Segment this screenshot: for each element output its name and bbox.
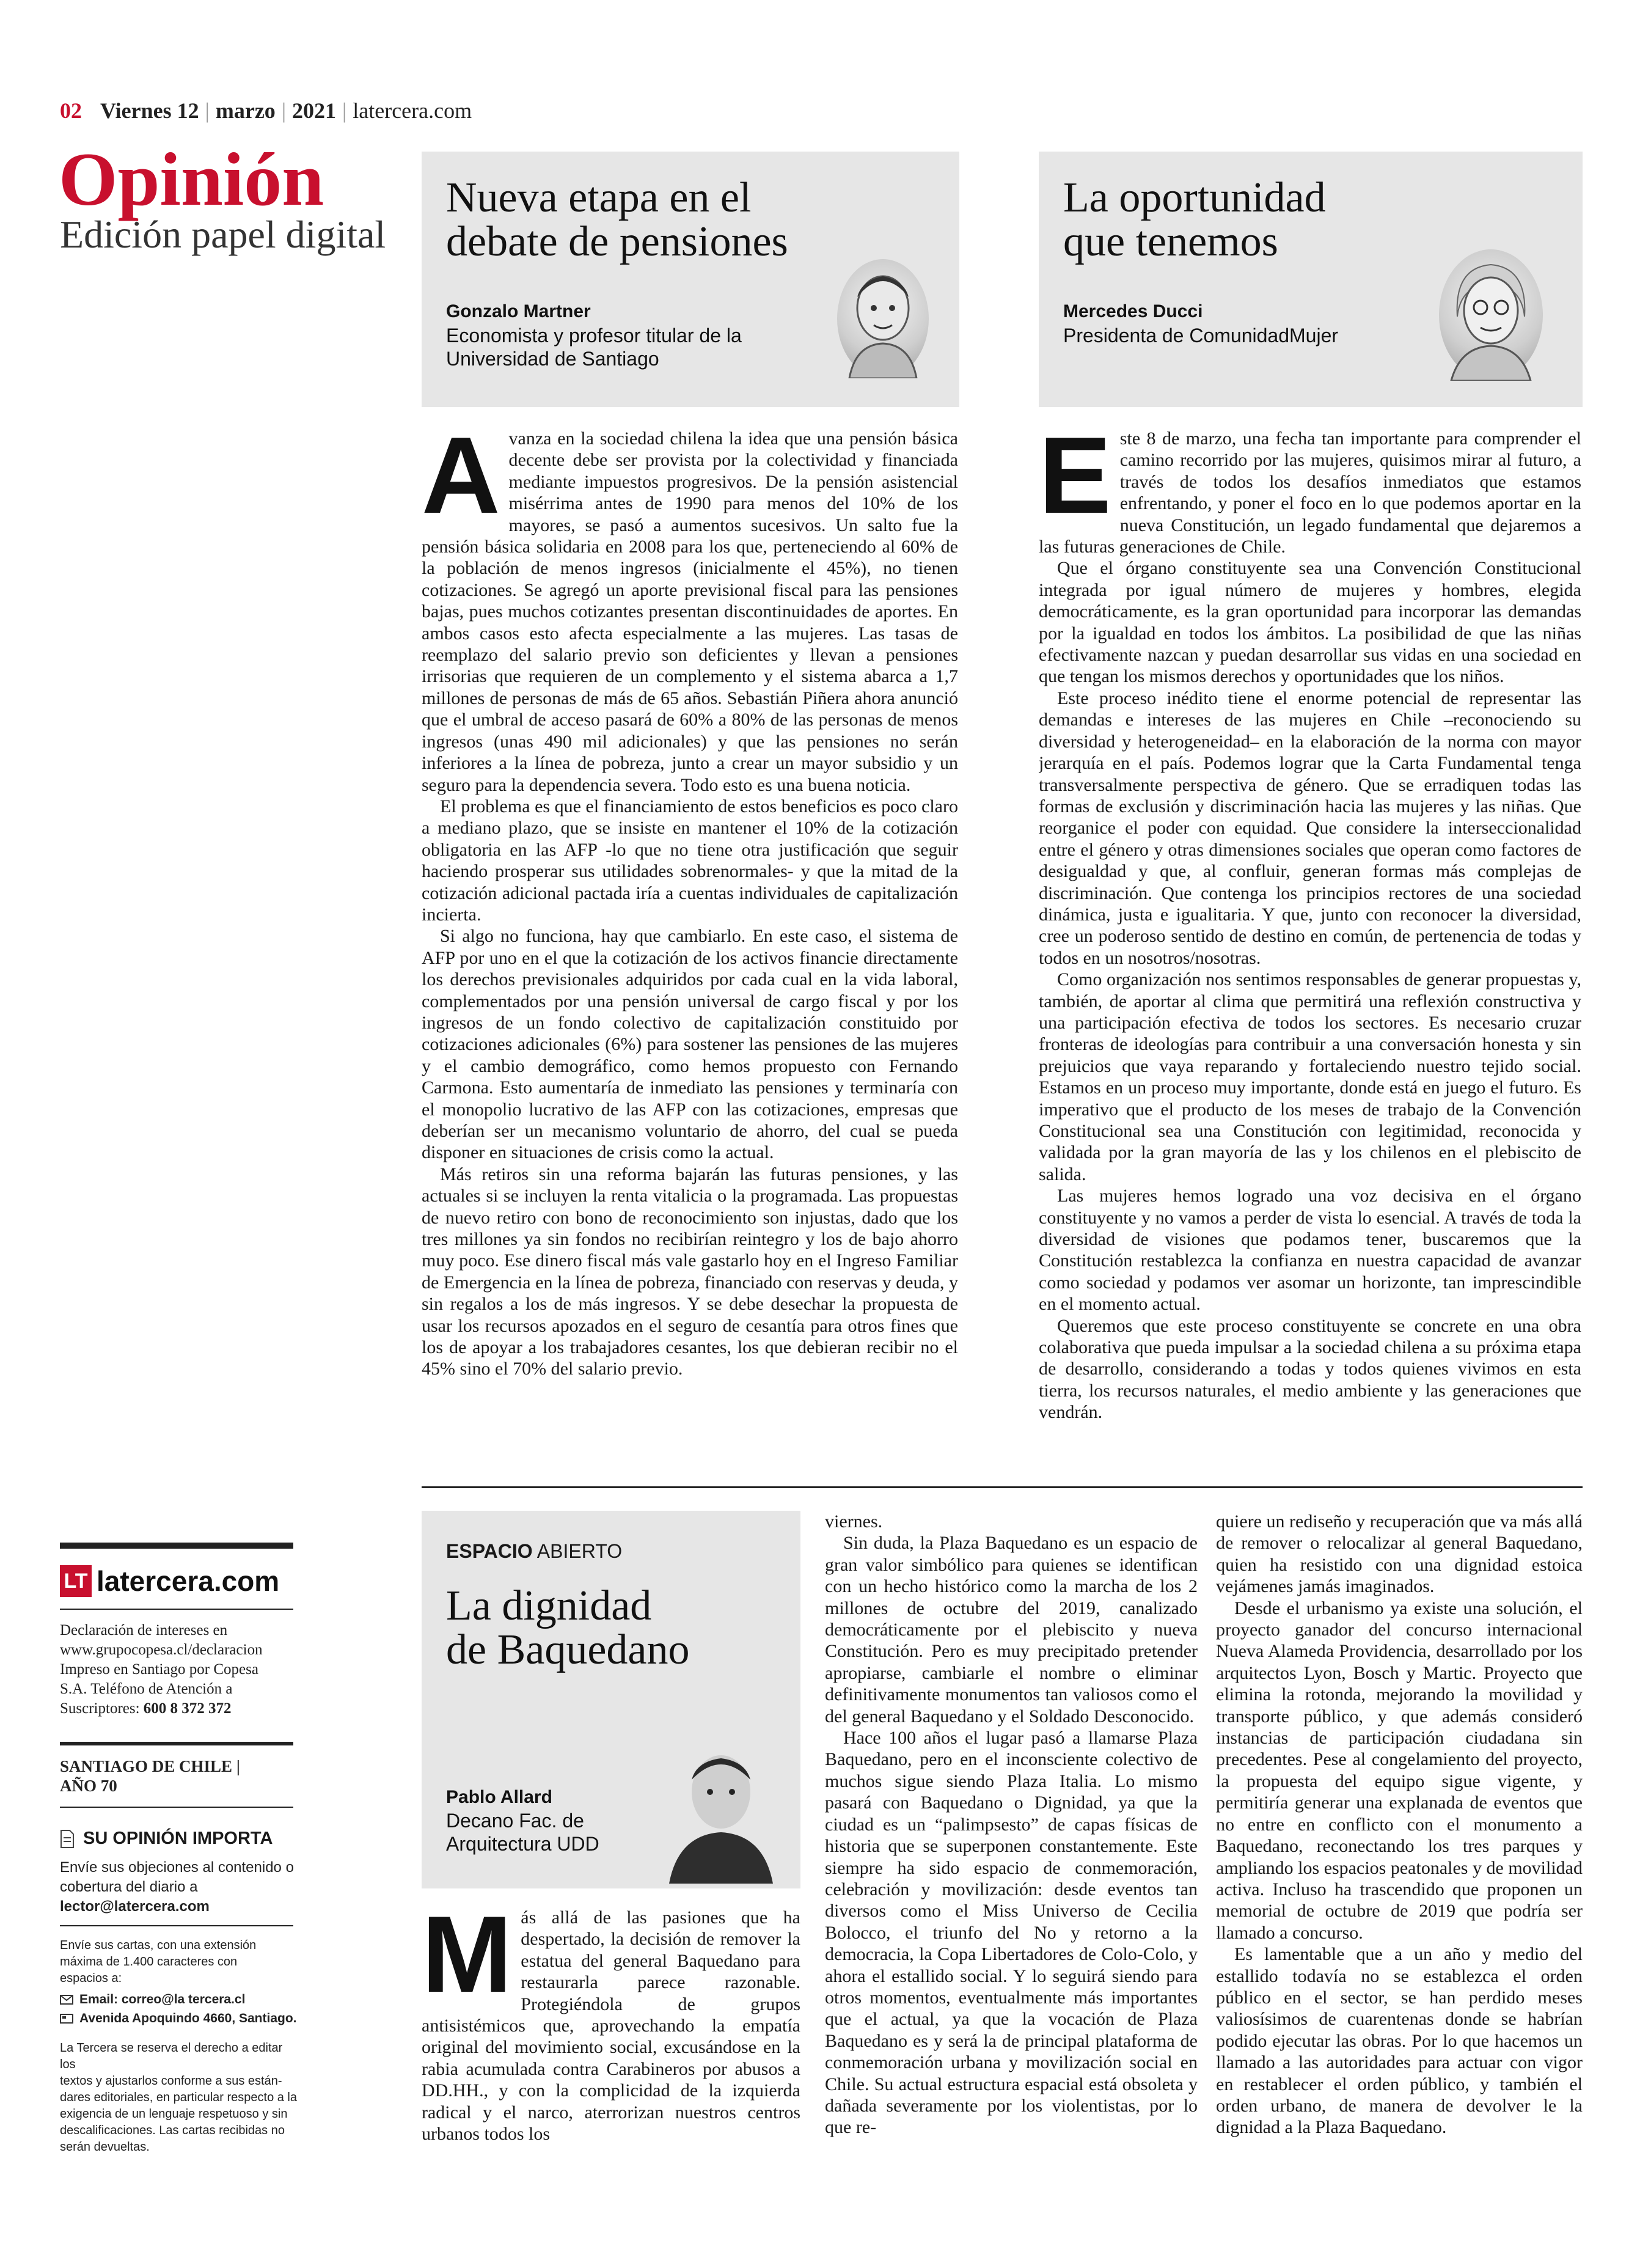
article2-paragraph: Como organización nos sentimos responsables de generar propuestas y, también, de aportar al clima que permitirá una reflexión constructiva y una participación efectiva de todos los sectores. Es necesario cruzar fronteras de ideologías para contribuir a una conversación honesta y sin prejuicios que vaya reparando y fortaleciendo nuestro tejido social. Estamos en un proceso muy importante, donde está en juego el futuro. Es imperativo que el producto de los meses de trabajo de la Convención Constitucional sea una Constitución con legitimidad, reconocida y validada por la gran mayoría de las y los chilenos en el plebiscito de salida. — [1039, 969, 1581, 1184]
article3-body-col1 — [422, 1907, 800, 2206]
article3-author-role: Decano Fac. de Arquitectura UDD — [446, 1810, 599, 1855]
article3-paragraph: Sin duda, la Plaza Baquedano es un espacio de gran valor simbólico para quienes se identifican con un hecho histórico como la marcha de los 2 millones de octubre del 2019, canalizado democráticamente por el plebiscito y nueva Constitución. Pero es muy precipitado pretender apropiarse, cambiarle el nombre o eliminar definitivamente monumentos tan valiosos como el del general Baquedano y el Soldado Desconocido. — [825, 1533, 1198, 1727]
sidebar-phone: 600 8 372 372 — [143, 1700, 232, 1717]
folio-month: marzo — [215, 98, 276, 123]
section-subtitle: Edición papel digital — [60, 213, 386, 256]
article1-paragraph: Más retiros sin una reforma bajarán las futuras pensiones, y las actuales si se incluyen la renta vitalicia o la programada. Las propuestas de nuevo retiro con bono de reconocimiento son injustas, dado que los tres millones ya sin fondos no recibirían reintegro y los de bajo ahorro muy poco. Ese dinero fiscal más vale gastarlo hoy en el Ingreso Familiar de Emergencia en la línea de pobreza, financiado con reservas y deuda, y sin regalos a los de más ingresos. Y se debe desechar la propuesta de usar los recursos apozados en el seguro de cesantía para otros fines que los de apoyar a los trabajadores cesantes, los que debieran recibir no el 45% sino el 70% del salario previo. — [422, 1164, 958, 1379]
sidebar-logo-text: latercera.com — [97, 1565, 280, 1597]
document-icon — [60, 1829, 75, 1849]
article2-title: La oportunidad que tenemos — [1063, 174, 1326, 265]
article1-body — [422, 428, 958, 1455]
sidebar-email[interactable]: Email: correo@la tercera.cl — [79, 1992, 246, 2006]
latercera-logo-icon: LT — [60, 1565, 92, 1597]
sidebar-city: SANTIAGO DE CHILE | AÑO 70 — [60, 1757, 240, 1795]
sidebar-rule — [60, 1807, 293, 1808]
article2-paragraph: Este proceso inédito tiene el enorme potencial de representar las demandas e intereses de las mujeres en Chile –reconociendo su diversidad y heterogeneidad– en la elaboración de la norma con mayor jerarquía en el país. Podemos lograr que la Carta Fundamental tenga transversalmente perspectiva de género. Que se erradiquen todas las formas de exclusión y discriminación hacia las mujeres y las niñas. Que reorganice el poder con equidad. Que considere la interseccionalidad entre el género y otras dimensiones sociales que operan como factores de desigualdad y que, al confluir, generan formas más complejas de discriminación. Que contenga los principios rectores de una sociedad dinámica, justa e igualitaria. Y que, junto con reconocer la diversidad, cree un poderoso sentido de destino en común, de pertenencia de todas y todos en un nosotros/nosotras. — [1039, 688, 1581, 968]
author-portrait-allard — [660, 1731, 782, 1884]
sidebar-rule — [60, 1609, 293, 1610]
sidebar-importa-text: Envíe sus objeciones al contenido o cobertura del diario a lector@latercera.com — [60, 1858, 298, 1917]
folio-site: latercera.com — [353, 98, 472, 123]
article1-paragraph: Si algo no funciona, hay que cambiarlo. En este caso, el sistema de AFP por uno en el que la cotización de los activos financie directamente los derechos previsionales adquiridos por cada cual en la vida laboral, complementados por una pensión universal de cargo fiscal y por los ingresos de un fondo colectivo de capitalización constituido por cotizaciones adicionales (6%) para sostener las pensiones de las mujeres y el cambio demográfico, como hemos propuesto con Fernando Carmona. Esto aumentaría de inmediato las pensiones y terminaría con el monopolio lucrativo de las AFP con las cotizaciones, empresas que deberían ser un mecanismo voluntario de ahorro, del cual se pueda disponer en situaciones de crisis como la actual. — [422, 926, 958, 1163]
sidebar-importa-email[interactable]: lector@latercera.com — [60, 1898, 210, 1915]
sidebar-rule — [60, 1925, 293, 1926]
author-portrait-ducci — [1439, 249, 1543, 381]
envelope-icon — [60, 1995, 73, 2005]
sidebar-rule — [60, 1742, 293, 1745]
article3-paragraph: ás allá de las pasiones que ha despertado, la decisión de remover la estatua del general Baquedano para restaurarla parece razonable. Protegiéndola de grupos antisistémicos que, aprovechando la empatía original del movimiento social, excusándose en la rabia acumulada contra Carabineros por abusos a DD.HH., y con la complicidad de la izquierda radical y el narco, aterrorizan nuestros centros urbanos todos los — [422, 1907, 800, 2145]
article1-paragraph: vanza en la sociedad chilena la idea que una pensión básica decente debe ser provista por la colectividad y financiada mediante impuestos progresivos. De la pensión asistencial misérrima antes de 1990 para menos del 10% de los mayores, se pasó a aumentos sucesivos. Un salto fue la pensión básica solidaria en 2008 para los que, perteneciendo al 60% de la población de menos ingresos (inicialmente el 45%), no tienen cotizaciones. Se agregó un aporte previsional fiscal para las pensiones bajas, pues muchos cotizantes presentan discontinuidades de aportes. En ambos casos esto afecta especialmente a las mujeres. Las tasas de reemplazo del salario previo son deficientes y llevan a pensiones irrisorias que requieren de un complemento y el sistema abarca a 1,7 millones de personas de más de 65 años. Sebastián Piñera ahora anunció que el umbral de acceso pasará de 60% a 80% de las personas de menos ingresos (unas 490 mil adicionales) y que las pensiones no serán inferiores a la línea de pobreza, junto a crear un mayor subsidio y un seguro para la dependencia severa. Todo esto es una buena noticia. — [422, 428, 958, 795]
portrait-photo-icon — [660, 1731, 782, 1884]
article3-paragraph: Hace 100 años el lugar pasó a llamarse Plaza Baquedano, pero en el inconsciente colectivo de muchos sigue siendo Plaza Italia. Lo mismo pasará con Baquedano o Dignidad, ya que la ciudad es un “palimpsesto” de capas físicas de historia que se superponen constantemente. Este siempre ha sido espacio de conmemoración, celebración y movilización: desde eventos tan diversos como el Miss Universo de Cecilia Bolocco, el triunfo del No y retorno a la democracia, la Copa Libertadores de Colo-Colo, y ahora el estallido social. Y lo seguirá siendo para otros momentos, eventualmente más importantes que el actual, ya que la vocación de Plaza Baquedano es y será la de principal plataforma de conmemoración urbana y movilización social en Chile. Su actual estructura espacial está obsoleta y dañada severamente por los violentistas, por lo que re- — [825, 1728, 1198, 2138]
article3-paragraph: quiere un rediseño y recuperación que va más allá de remover o relocalizar al general Baquedano, quien ha resistido con una dignidad estoica vejámenes jamás imaginados. — [1216, 1511, 1583, 1597]
sidebar-declaration: Declaración de intereses en www.grupocopesa.cl/declaracion Impreso en Santiago por Copesa S.A. Teléfono de Atención a Suscriptores: 600 8 372 372 — [60, 1622, 263, 1717]
article3-paragraph: viernes. — [825, 1511, 883, 1532]
folio-year: 2021 — [292, 98, 337, 123]
article3-author: Pablo Allard — [446, 1787, 552, 1807]
article2-dropcap: E — [1039, 428, 1111, 536]
article1-author-role: Economista y profesor titular de la Universidad de Santiago — [446, 325, 742, 370]
author-portrait-martner — [837, 259, 929, 378]
sidebar-address: Avenida Apoquindo 4660, Santiago. — [79, 2011, 297, 2025]
article2-header-box — [1039, 152, 1583, 407]
article3-kicker: ESPACIO ABIERTO — [446, 1540, 623, 1562]
article1-author: Gonzalo Martner — [446, 301, 591, 321]
folio-day: Viernes 12 — [100, 98, 199, 123]
article3-body-col3 — [1216, 1511, 1583, 2214]
article2-author: Mercedes Ducci — [1063, 301, 1203, 321]
page-number: 02 — [60, 98, 82, 123]
article3-paragraph: Desde el urbanismo ya existe una solución, el proyecto ganador del concurso internacional Nueva Alameda Providencia, desarrollado por los arquitectos Lyon, Bosch y Martic. Proyecto que elimina la rotonda, mejorando la movilidad y transporte público, y que además consideró instancias de participación ciudadana sin precedentes. Pese al congelamiento del proyecto, la propuesta del equipo sigue vigente, y permitiría generar una explanada de eventos que no entre en conflicto con el monumento a Baquedano, reconectando los tres parques y ampliando los espacios peatonales y de movilidad activa. Incluso ha trascendido que proponen un memorial de octubre de 2019 que podría ser llamado a concurso. — [1216, 1598, 1583, 1943]
article1-title: Nueva etapa en el debate de pensiones — [446, 174, 788, 265]
article1-paragraph: El problema es que el financiamiento de estos beneficios es poco claro a mediano plazo, que se insiste en mantener el 10% de la cotización obligatoria en las AFP -lo que no tiene otra justificación que seguir haciendo prosperar sus utilidades sobrenormales- y que la mitad de la cotización adicional pactada iría a cuentas individuales de capitalización incierta. — [422, 796, 958, 925]
mail-address-icon — [60, 2014, 73, 2024]
article2-author-role: Presidenta de ComunidadMujer — [1063, 325, 1339, 347]
section-divider — [422, 1486, 1583, 1488]
sidebar-importa-heading: SU OPINIÓN IMPORTA — [60, 1829, 273, 1849]
portrait-sketch-icon — [1439, 249, 1543, 381]
article2-body — [1039, 428, 1581, 1455]
article2-paragraph: ste 8 de marzo, una fecha tan importante para comprender el camino recorrido por las mujeres, quisimos mirar al futuro, a través de todos los desafíos inmediatos que estamos enfrentando, y poner el foco en lo que podemos aportar en la nueva Constitución, un legado fundamental que dejaremos a las futuras generaciones de Chile. — [1039, 428, 1581, 557]
article1-header-box — [422, 152, 959, 407]
sidebar-top-rule — [60, 1543, 293, 1549]
article3-header-box — [422, 1511, 800, 1888]
article3-dropcap: M — [422, 1907, 513, 2015]
article2-paragraph: Que el órgano constituyente sea una Convención Constitucional integrada por igual número de mujeres y hombres, elegida democráticamente, es la gran oportunidad para incorporar las demandas por la igualdad en todos los ámbitos. La posibilidad de que las niñas efectivamente nazcan y puedan desarrollar sus vidas en una sociedad en que tengan los mismos derechos y oportunidades que los niños. — [1039, 558, 1581, 687]
article3-body-col2 — [825, 1511, 1198, 2214]
section-title: Opinión — [59, 138, 324, 221]
sidebar-contact — [60, 1991, 304, 2027]
article2-paragraph: Las mujeres hemos logrado una voz decisiva en el órgano constituyente y no vamos a perder de vista lo esencial. A través de toda la diversidad de visiones que podamos tener, buscaremos que la Constitución restablezca la confianza en nuestra capacidad de avanzar como sociedad y podamos ver asomar un horizonte, tan imprescindible en el momento actual. — [1039, 1186, 1581, 1315]
sidebar-logo — [60, 1565, 279, 1598]
article1-dropcap: A — [422, 428, 500, 536]
sidebar-letters: Envíe sus cartas, con una extensión máxima de 1.400 caracteres con espacios a: — [60, 1939, 257, 1985]
sidebar-disclaimer: La Tercera se reserva el derecho a editar los textos y ajustarlos conforme a sus están- dares editoriales, en particular respecto a la exigencia de un lenguaje respetuoso y sin descalificaciones. Las cartas recibidas no serán devueltas. — [60, 2041, 297, 2154]
portrait-sketch-icon — [837, 259, 929, 378]
article3-paragraph: Es lamentable que a un año y medio del estallido todavía no se establezca el orden público en el sector, se han perdido meses valiosísimos de cuarentenas donde se habrían podido ejecutar las obras. Por lo que hacemos un llamado a las autoridades para actuar con vigor en restablecer el orden público, y también el orden urbano, de manera de devolver le la dignidad a la Plaza Baquedano. — [1216, 1944, 1583, 2138]
page-folio: 02 Viernes 12 | marzo | 2021 | latercera.com — [60, 98, 472, 123]
article2-paragraph: Queremos que este proceso constituyente se concrete en una obra colaborativa que pueda impulsar a la sociedad chilena a su próxima etapa de desarrollo, considerando a todas y todos quienes vivimos en esta tierra, los recursos naturales, el medio ambiente y las generaciones que vendrán. — [1039, 1315, 1581, 1423]
article3-title: La dignidad de Baquedano — [446, 1582, 690, 1673]
